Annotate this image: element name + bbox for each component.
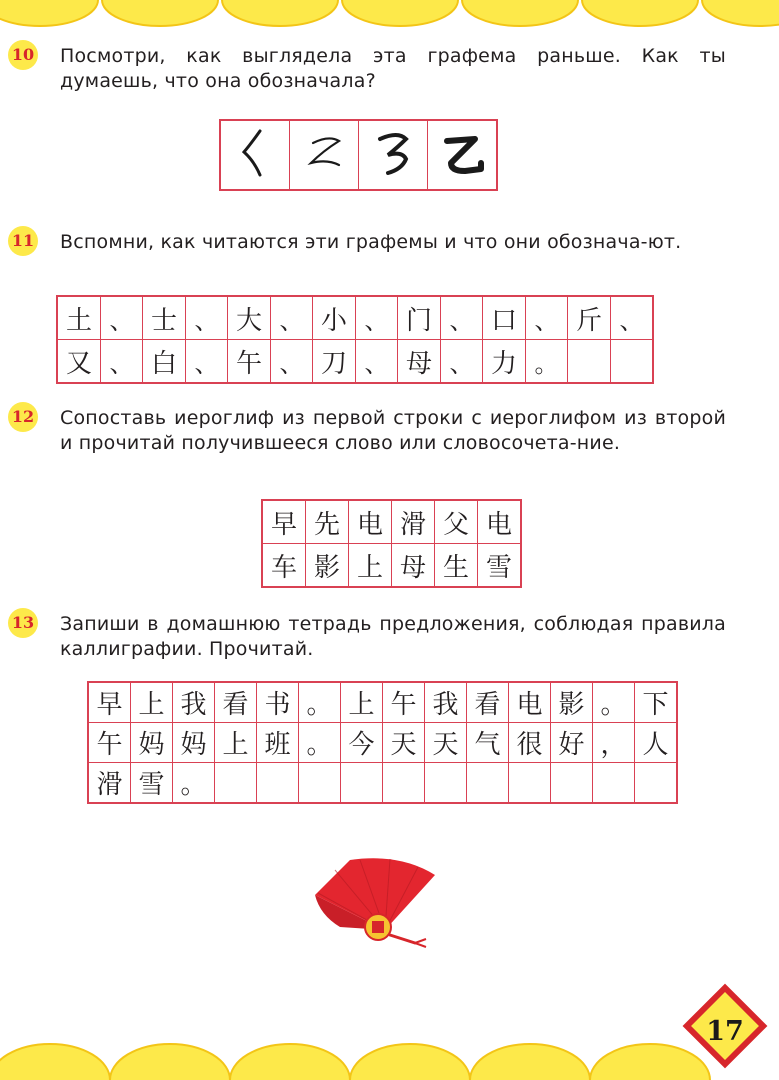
grid-cell: 妈 [173, 723, 215, 763]
grid-cell: 先 [306, 500, 349, 544]
grid-cell: 、 [101, 340, 143, 384]
task-10-text: Посмотри, как выглядела эта графема раньше. Как ты думаешь, что она обозначала? [60, 45, 726, 92]
grid-row [88, 682, 677, 723]
grid-cell: 、 [271, 340, 313, 384]
grid-cell: 口 [483, 296, 526, 340]
grid-cell: 车 [262, 544, 306, 588]
grid-cell: 上 [215, 723, 257, 763]
grid-cell: 妈 [131, 723, 173, 763]
grid-cell [593, 763, 635, 804]
grid-cell: 我 [173, 682, 215, 723]
grid-cell: 刀 [313, 340, 356, 384]
grid-cell: 我 [425, 682, 467, 723]
grid-cell: 上 [341, 682, 383, 723]
grid-cell: 。 [526, 340, 568, 384]
grid-cell: 天 [383, 723, 425, 763]
task-number-12: 12 [8, 402, 38, 432]
grid-cell: 电 [478, 500, 522, 544]
grid-cell [425, 763, 467, 804]
grid-cell: 天 [425, 723, 467, 763]
ancient-form-2-glyph [299, 125, 349, 181]
chinese-fan-icon [310, 855, 440, 950]
grid-cell: 、 [186, 340, 228, 384]
grid-cell: 影 [306, 544, 349, 588]
modern-form-cell [428, 120, 498, 190]
grid-cell [611, 340, 654, 384]
grid-cell: 、 [441, 340, 483, 384]
ancient-form-2-cell [290, 120, 359, 190]
grid-cell [509, 763, 551, 804]
grid-cell: 。 [299, 682, 341, 723]
grid-cell [257, 763, 299, 804]
bottom-scallop-border [0, 1020, 779, 1080]
task-12-text: Сопоставь иероглиф из первой строки с иероглифом из второй и прочитай получившееся слово или словосочета-ние. [60, 407, 726, 454]
grid-cell: 午 [228, 340, 271, 384]
grid-cell [383, 763, 425, 804]
grid-row [57, 340, 653, 384]
grid-cell: 滑 [392, 500, 435, 544]
grid-cell: 、 [186, 296, 228, 340]
grid-cell: 、 [356, 296, 398, 340]
grid-cell: 门 [398, 296, 441, 340]
grid-cell: 小 [313, 296, 356, 340]
grid-cell: 早 [88, 682, 131, 723]
task-number-13: 13 [8, 608, 38, 638]
grid-cell [551, 763, 593, 804]
ancient-form-3-cell [359, 120, 428, 190]
grid-row [57, 296, 653, 340]
grid-cell [341, 763, 383, 804]
grid-cell: 早 [262, 500, 306, 544]
grid-cell: 、 [271, 296, 313, 340]
task-11-text: Вспомни, как читаются эти графемы и что они обознача-ют. [60, 231, 682, 253]
grid-cell: 。 [173, 763, 215, 804]
grid-cell: 今 [341, 723, 383, 763]
grid-cell [215, 763, 257, 804]
grid-cell: 看 [215, 682, 257, 723]
grid-cell: 雪 [131, 763, 173, 804]
grid-cell: 班 [257, 723, 299, 763]
page-number: 17 [706, 1016, 744, 1047]
grapheme-reading-grid [56, 295, 654, 384]
grid-row [88, 723, 677, 763]
grid-cell [299, 763, 341, 804]
grid-cell: 人 [635, 723, 678, 763]
task-number-10: 10 [8, 40, 38, 70]
grid-cell: 雪 [478, 544, 522, 588]
task-13-text: Запиши в домашнюю тетрадь предложения, соблюдая правила каллиграфии. Прочитай. [60, 613, 726, 660]
calligraphy-grid [87, 681, 678, 804]
grid-cell: 、 [356, 340, 398, 384]
grid-cell: 滑 [88, 763, 131, 804]
grid-cell: 力 [483, 340, 526, 384]
grid-cell: 、 [611, 296, 654, 340]
grid-cell: 、 [441, 296, 483, 340]
grid-cell: 午 [88, 723, 131, 763]
grid-cell: 电 [349, 500, 392, 544]
grid-cell [467, 763, 509, 804]
grapheme-evolution-grid [219, 119, 498, 191]
grid-cell: 生 [435, 544, 478, 588]
grid-cell: 影 [551, 682, 593, 723]
grid-cell: 大 [228, 296, 271, 340]
ancient-form-1-cell [220, 120, 290, 190]
grid-cell: 上 [131, 682, 173, 723]
grid-cell: 斤 [568, 296, 611, 340]
top-scallop-border [0, 0, 779, 30]
modern-form-glyph [437, 125, 487, 181]
grid-cell: 上 [349, 544, 392, 588]
grid-cell: 父 [435, 500, 478, 544]
grid-row [262, 544, 521, 588]
grid-cell [568, 340, 611, 384]
grid-cell: 母 [392, 544, 435, 588]
grid-cell [635, 763, 678, 804]
grid-cell: 气 [467, 723, 509, 763]
grid-cell: 下 [635, 682, 678, 723]
grid-cell: 、 [526, 296, 568, 340]
grid-row [88, 763, 677, 804]
grid-cell: 看 [467, 682, 509, 723]
grid-cell: 电 [509, 682, 551, 723]
task-number-11: 11 [8, 226, 38, 256]
grid-cell: 母 [398, 340, 441, 384]
grid-cell: 、 [101, 296, 143, 340]
grid-cell: 。 [299, 723, 341, 763]
grid-cell: 午 [383, 682, 425, 723]
grid-cell: 。 [593, 682, 635, 723]
matching-grid [261, 499, 522, 588]
ancient-form-3-glyph [368, 125, 418, 181]
grid-cell: ， [593, 723, 635, 763]
grid-row [262, 500, 521, 544]
grid-cell: 好 [551, 723, 593, 763]
grid-cell: 白 [143, 340, 186, 384]
grid-cell: 士 [143, 296, 186, 340]
ancient-form-1-glyph [230, 125, 280, 181]
grid-cell: 书 [257, 682, 299, 723]
grid-cell: 土 [57, 296, 101, 340]
grid-cell: 很 [509, 723, 551, 763]
grid-cell: 又 [57, 340, 101, 384]
